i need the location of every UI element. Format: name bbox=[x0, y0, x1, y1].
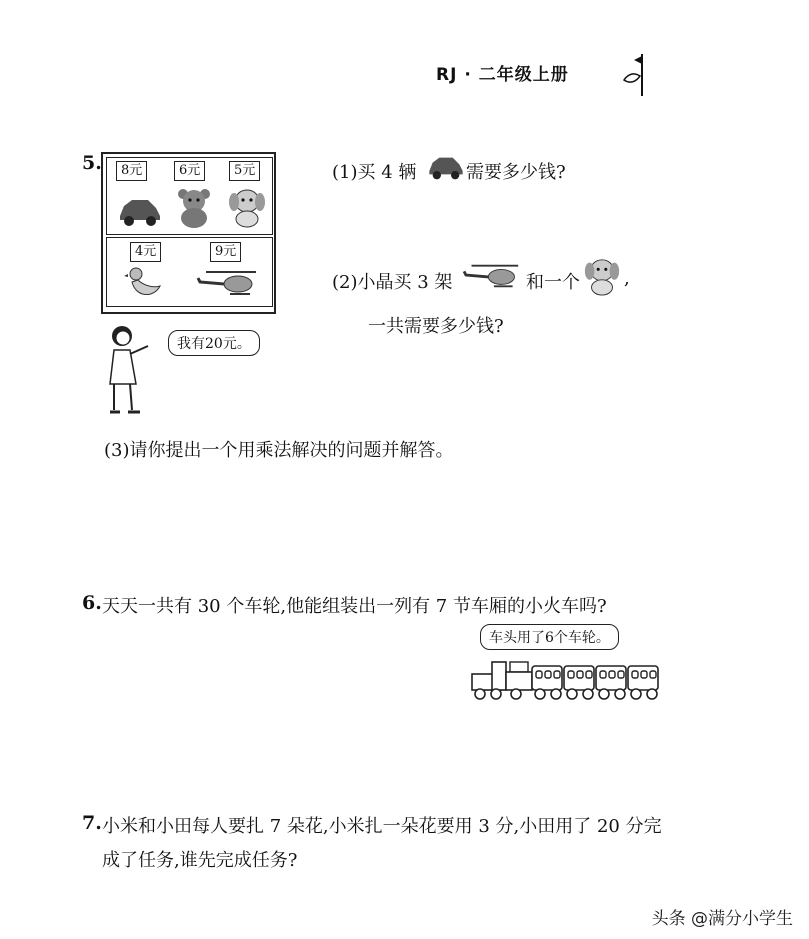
question-7-number: 7. bbox=[82, 812, 102, 834]
q5-part3: (3)请你提出一个用乘法解决的问题并解答。 bbox=[104, 440, 454, 461]
toy-duck-icon bbox=[124, 264, 164, 304]
toy-helicopter-icon bbox=[196, 268, 262, 298]
speech-bubble-money: 我有20元。 bbox=[168, 330, 260, 356]
decorative-flag-icon bbox=[620, 50, 652, 100]
question-6-number: 6. bbox=[82, 592, 102, 614]
q6-text: 天天一共有 30 个车轮,他能组装出一列有 7 节车厢的小火车吗? bbox=[102, 596, 607, 617]
girl-illustration-icon bbox=[100, 322, 160, 418]
page-header-title: RJ · 二年级上册 bbox=[436, 65, 569, 85]
toy-train-icon bbox=[470, 656, 662, 702]
q5-part2-before: (2)小晶买 3 架 bbox=[332, 272, 453, 293]
speech-bubble-wheels: 车头用了6个车轮。 bbox=[480, 624, 619, 650]
watermark: 头条 @满分小学生 bbox=[651, 909, 793, 929]
price-tag-duck: 4元 bbox=[130, 242, 161, 262]
q5-part2-middle: 和一个 bbox=[526, 272, 580, 293]
q5-part2-end: , bbox=[624, 268, 630, 289]
toy-bear-icon bbox=[174, 186, 214, 228]
price-tag-bear: 6元 bbox=[174, 161, 205, 181]
q5-part1-after: 需要多少钱? bbox=[466, 162, 566, 183]
question-5-number: 5. bbox=[82, 152, 102, 174]
dog-inline-icon bbox=[582, 256, 622, 296]
q5-part2-line2: 一共需要多少钱? bbox=[368, 316, 504, 337]
toy-dog-icon bbox=[226, 186, 268, 228]
helicopter-inline-icon bbox=[462, 262, 524, 290]
price-tag-dog: 5元 bbox=[229, 161, 260, 181]
toy-car-icon bbox=[116, 192, 164, 228]
price-tag-helicopter: 9元 bbox=[210, 242, 241, 262]
q7-line2: 成了任务,谁先完成任务? bbox=[102, 850, 298, 871]
q7-line1: 小米和小田每人要扎 7 朵花,小米扎一朵花要用 3 分,小田用了 20 分完 bbox=[102, 816, 662, 837]
price-tag-car: 8元 bbox=[116, 161, 147, 181]
q5-part1-before: (1)买 4 辆 bbox=[332, 162, 417, 183]
car-inline-icon bbox=[426, 150, 466, 182]
